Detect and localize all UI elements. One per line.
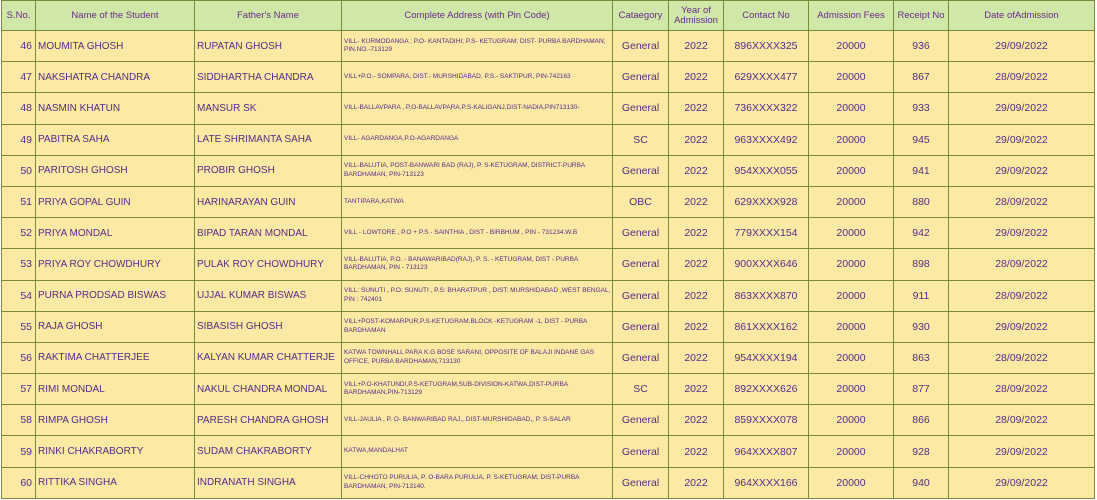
admission-fees: 20000 bbox=[809, 124, 894, 155]
admission-date: 28/09/2022 bbox=[949, 405, 1095, 436]
admission-year: 2022 bbox=[669, 467, 724, 498]
receipt-number: 880 bbox=[894, 186, 949, 217]
father-name: SUDAM CHAKRABORTY bbox=[195, 436, 342, 467]
contact-number: 963XXXX492 bbox=[724, 124, 809, 155]
admission-date: 29/09/2022 bbox=[949, 467, 1095, 498]
admission-year: 2022 bbox=[669, 311, 724, 342]
student-name: PRIYA MONDAL bbox=[36, 218, 195, 249]
admission-date: 28/09/2022 bbox=[949, 374, 1095, 405]
admission-date: 28/09/2022 bbox=[949, 249, 1095, 280]
admission-year: 2022 bbox=[669, 374, 724, 405]
category: General bbox=[613, 405, 669, 436]
address: VILL- KURMODANGA ; P.O- KANTADIHI; P.S- KETUGRAM; DIST- PURBA BARDHAMAN; PIN.NO.-713129 bbox=[342, 31, 613, 62]
table-row bbox=[2, 342, 1095, 373]
contact-number: 629XXXX928 bbox=[724, 186, 809, 217]
student-name: PRIYA ROY CHOWDHURY bbox=[36, 249, 195, 280]
admission-fees: 20000 bbox=[809, 155, 894, 186]
father-name: UJJAL KUMAR BISWAS bbox=[195, 280, 342, 311]
row-sno: 48 bbox=[2, 93, 36, 124]
admission-fees: 20000 bbox=[809, 342, 894, 373]
receipt-number: 877 bbox=[894, 374, 949, 405]
admission-date: 28/09/2022 bbox=[949, 62, 1095, 93]
contact-number: 863XXXX870 bbox=[724, 280, 809, 311]
row-sno: 60 bbox=[2, 467, 36, 498]
row-sno: 55 bbox=[2, 311, 36, 342]
student-name: MOUMITA GHOSH bbox=[36, 31, 195, 62]
receipt-number: 863 bbox=[894, 342, 949, 373]
table-body bbox=[2, 31, 1095, 499]
address: VILL+P.O-KHATUNDI,P.S-KETUGRAM,SUB-DIVISION-KATWA,DIST-PURBA BARDHAMAN,PIN-713129 bbox=[342, 374, 613, 405]
admission-date: 28/09/2022 bbox=[949, 342, 1095, 373]
student-name: NAKSHATRA CHANDRA bbox=[36, 62, 195, 93]
admission-year: 2022 bbox=[669, 31, 724, 62]
father-name: SIDDHARTHA CHANDRA bbox=[195, 62, 342, 93]
table-row bbox=[2, 31, 1095, 62]
admission-date: 29/09/2022 bbox=[949, 218, 1095, 249]
admission-year: 2022 bbox=[669, 280, 724, 311]
table-row bbox=[2, 280, 1095, 311]
student-name: PRIYA GOPAL GUIN bbox=[36, 186, 195, 217]
admission-date: 29/09/2022 bbox=[949, 311, 1095, 342]
category: General bbox=[613, 436, 669, 467]
row-sno: 57 bbox=[2, 374, 36, 405]
admission-fees: 20000 bbox=[809, 436, 894, 467]
admission-date: 29/09/2022 bbox=[949, 436, 1095, 467]
address: VILL-BALUTIA, POST-BANWARI BAD (RAJ), P. S-KETUGRAM, DISTRICT-PURBA BARDHAMAN, PIN-713123 bbox=[342, 155, 613, 186]
admission-date: 28/09/2022 bbox=[949, 280, 1095, 311]
category: General bbox=[613, 31, 669, 62]
row-sno: 50 bbox=[2, 155, 36, 186]
student-name: PABITRA SAHA bbox=[36, 124, 195, 155]
category: General bbox=[613, 249, 669, 280]
receipt-number: 866 bbox=[894, 405, 949, 436]
admission-year: 2022 bbox=[669, 155, 724, 186]
contact-number: 954XXXX194 bbox=[724, 342, 809, 373]
category: General bbox=[613, 62, 669, 93]
contact-number: 736XXXX322 bbox=[724, 93, 809, 124]
receipt-number: 928 bbox=[894, 436, 949, 467]
father-name: KALYAN KUMAR CHATTERJE bbox=[195, 342, 342, 373]
table-row bbox=[2, 62, 1095, 93]
student-name: RINKI CHAKRABORTY bbox=[36, 436, 195, 467]
header-row bbox=[2, 1, 1095, 31]
admission-year: 2022 bbox=[669, 249, 724, 280]
admission-fees: 20000 bbox=[809, 31, 894, 62]
row-sno: 51 bbox=[2, 186, 36, 217]
table-row bbox=[2, 93, 1095, 124]
contact-number: 900XXXX646 bbox=[724, 249, 809, 280]
address: VILL+P.O.- SOMPARA, DIST.- MURSHIDABAD, P.S.- SAKTIPUR, PIN-742163 bbox=[342, 62, 613, 93]
row-sno: 56 bbox=[2, 342, 36, 373]
father-name: PARESH CHANDRA GHOSH bbox=[195, 405, 342, 436]
receipt-number: 936 bbox=[894, 31, 949, 62]
table-row bbox=[2, 436, 1095, 467]
category: General bbox=[613, 342, 669, 373]
receipt-number: 898 bbox=[894, 249, 949, 280]
admission-date: 29/09/2022 bbox=[949, 124, 1095, 155]
header-sno: S.No. bbox=[2, 1, 36, 31]
admission-date: 29/09/2022 bbox=[949, 93, 1095, 124]
address: VILL-BALUTIA, P.O. - BANAWARIBAD(RAJ), P. S. - KETUGRAM, DIST - PURBA BARDHAMAN, PIN - 713123 bbox=[342, 249, 613, 280]
header-date: Date ofAdmission bbox=[949, 1, 1095, 31]
table-row bbox=[2, 311, 1095, 342]
student-name: RAJA GHOSH bbox=[36, 311, 195, 342]
table-row bbox=[2, 374, 1095, 405]
admission-fees: 20000 bbox=[809, 249, 894, 280]
category: OBC bbox=[613, 186, 669, 217]
row-sno: 54 bbox=[2, 280, 36, 311]
address: VILL-CHHOTO PURULIA, P. O-BARA PURULIA, P. S-KETUGRAM, DIST-PURBA BARDHAMAN, PIN-713140. bbox=[342, 467, 613, 498]
admission-fees: 20000 bbox=[809, 374, 894, 405]
header-address: Complete Address (with Pin Code) bbox=[342, 1, 613, 31]
contact-number: 896XXXX325 bbox=[724, 31, 809, 62]
father-name: PULAK ROY CHOWDHURY bbox=[195, 249, 342, 280]
receipt-number: 940 bbox=[894, 467, 949, 498]
receipt-number: 941 bbox=[894, 155, 949, 186]
receipt-number: 867 bbox=[894, 62, 949, 93]
address: VILL: SUNUTI , P.O: SUNUTI , P.S: BHARATPUR , DIST: MURSHIDABAD ,WEST BENGAL, PIN : 742401 bbox=[342, 280, 613, 311]
address: KATWA,MANDALHAT bbox=[342, 436, 613, 467]
table-row bbox=[2, 155, 1095, 186]
receipt-number: 933 bbox=[894, 93, 949, 124]
category: General bbox=[613, 218, 669, 249]
father-name: HARINARAYAN GUIN bbox=[195, 186, 342, 217]
row-sno: 46 bbox=[2, 31, 36, 62]
row-sno: 47 bbox=[2, 62, 36, 93]
header-year: Year of Admission bbox=[669, 1, 724, 31]
category: General bbox=[613, 280, 669, 311]
row-sno: 53 bbox=[2, 249, 36, 280]
contact-number: 964XXXX807 bbox=[724, 436, 809, 467]
admission-fees: 20000 bbox=[809, 467, 894, 498]
table-row bbox=[2, 249, 1095, 280]
receipt-number: 930 bbox=[894, 311, 949, 342]
table-row bbox=[2, 467, 1095, 498]
contact-number: 954XXXX055 bbox=[724, 155, 809, 186]
admission-year: 2022 bbox=[669, 342, 724, 373]
table-row bbox=[2, 124, 1095, 155]
header-father-name: Father's Name bbox=[195, 1, 342, 31]
admission-fees: 20000 bbox=[809, 405, 894, 436]
contact-number: 779XXXX154 bbox=[724, 218, 809, 249]
table-row bbox=[2, 405, 1095, 436]
receipt-number: 911 bbox=[894, 280, 949, 311]
admission-fees: 20000 bbox=[809, 280, 894, 311]
father-name: NAKUL CHANDRA MONDAL bbox=[195, 374, 342, 405]
admission-year: 2022 bbox=[669, 62, 724, 93]
address: VILL-JAULIA , P. O- BANWARIBAD RAJ,, DIST-MURSHIDABAD,, P. S-SALAR bbox=[342, 405, 613, 436]
student-name: RITTIKA SINGHA bbox=[36, 467, 195, 498]
admission-year: 2022 bbox=[669, 124, 724, 155]
admission-date: 29/09/2022 bbox=[949, 31, 1095, 62]
row-sno: 58 bbox=[2, 405, 36, 436]
contact-number: 861XXXX162 bbox=[724, 311, 809, 342]
header-fees: Admission Fees bbox=[809, 1, 894, 31]
row-sno: 59 bbox=[2, 436, 36, 467]
father-name: SIBASISH GHOSH bbox=[195, 311, 342, 342]
admission-year: 2022 bbox=[669, 405, 724, 436]
father-name: BIPAD TARAN MONDAL bbox=[195, 218, 342, 249]
admission-fees: 20000 bbox=[809, 186, 894, 217]
admission-fees: 20000 bbox=[809, 218, 894, 249]
contact-number: 892XXXX626 bbox=[724, 374, 809, 405]
father-name: RUPATAN GHOSH bbox=[195, 31, 342, 62]
admission-fees: 20000 bbox=[809, 62, 894, 93]
category: General bbox=[613, 93, 669, 124]
category: General bbox=[613, 311, 669, 342]
father-name: PROBIR GHOSH bbox=[195, 155, 342, 186]
address: VILL - LOWTORE , P.O + P.S - SAINTHIA , DIST - BIRBHUM , PIN - 731234.W.B bbox=[342, 218, 613, 249]
address: TANTIPARA,KATWA bbox=[342, 186, 613, 217]
row-sno: 49 bbox=[2, 124, 36, 155]
category: General bbox=[613, 155, 669, 186]
admission-year: 2022 bbox=[669, 436, 724, 467]
student-name: RIMI MONDAL bbox=[36, 374, 195, 405]
category: SC bbox=[613, 124, 669, 155]
address: VILL+POST-KOMARPUR,P.S-KETUGRAM,BLOCK -KETUGRAM -1, DIST - PURBA BARDHAMAN bbox=[342, 311, 613, 342]
admission-year: 2022 bbox=[669, 218, 724, 249]
receipt-number: 945 bbox=[894, 124, 949, 155]
category: General bbox=[613, 467, 669, 498]
header-contact: Contact No bbox=[724, 1, 809, 31]
address: VILL-BALLAVPARA , P.O-BALLAVPARA,P.S-KALIGANJ,DIST-NADIA,PIN713130- bbox=[342, 93, 613, 124]
contact-number: 964XXXX166 bbox=[724, 467, 809, 498]
contact-number: 629XXXX477 bbox=[724, 62, 809, 93]
address: KATWA TOWNHALL PARA K.G BOSE SARANI, OPPOSITE OF BALAJI INDANE GAS OFFICE, PURBA BARDHAMAN,713130 bbox=[342, 342, 613, 373]
contact-number: 859XXXX078 bbox=[724, 405, 809, 436]
address: VILL- AGARDANGA,P.O-AGARDANGA bbox=[342, 124, 613, 155]
header-category: Cataegory bbox=[613, 1, 669, 31]
category: SC bbox=[613, 374, 669, 405]
admission-date: 28/09/2022 bbox=[949, 186, 1095, 217]
row-sno: 52 bbox=[2, 218, 36, 249]
father-name: LATE SHRIMANTA SAHA bbox=[195, 124, 342, 155]
admission-year: 2022 bbox=[669, 93, 724, 124]
table-row bbox=[2, 186, 1095, 217]
header-receipt: Receipt No bbox=[894, 1, 949, 31]
admission-fees: 20000 bbox=[809, 93, 894, 124]
father-name: MANSUR SK bbox=[195, 93, 342, 124]
table-row bbox=[2, 218, 1095, 249]
student-name: NASMIN KHATUN bbox=[36, 93, 195, 124]
student-name: PARITOSH GHOSH bbox=[36, 155, 195, 186]
admission-date: 29/09/2022 bbox=[949, 155, 1095, 186]
admission-fees: 20000 bbox=[809, 311, 894, 342]
student-name: RAKTIMA CHATTERJEE bbox=[36, 342, 195, 373]
admission-year: 2022 bbox=[669, 186, 724, 217]
student-name: PURNA PRODSAD BISWAS bbox=[36, 280, 195, 311]
admission-table bbox=[1, 0, 1095, 499]
father-name: INDRANATH SINGHA bbox=[195, 467, 342, 498]
receipt-number: 942 bbox=[894, 218, 949, 249]
header-student-name: Name of the Student bbox=[36, 1, 195, 31]
student-name: RIMPA GHOSH bbox=[36, 405, 195, 436]
